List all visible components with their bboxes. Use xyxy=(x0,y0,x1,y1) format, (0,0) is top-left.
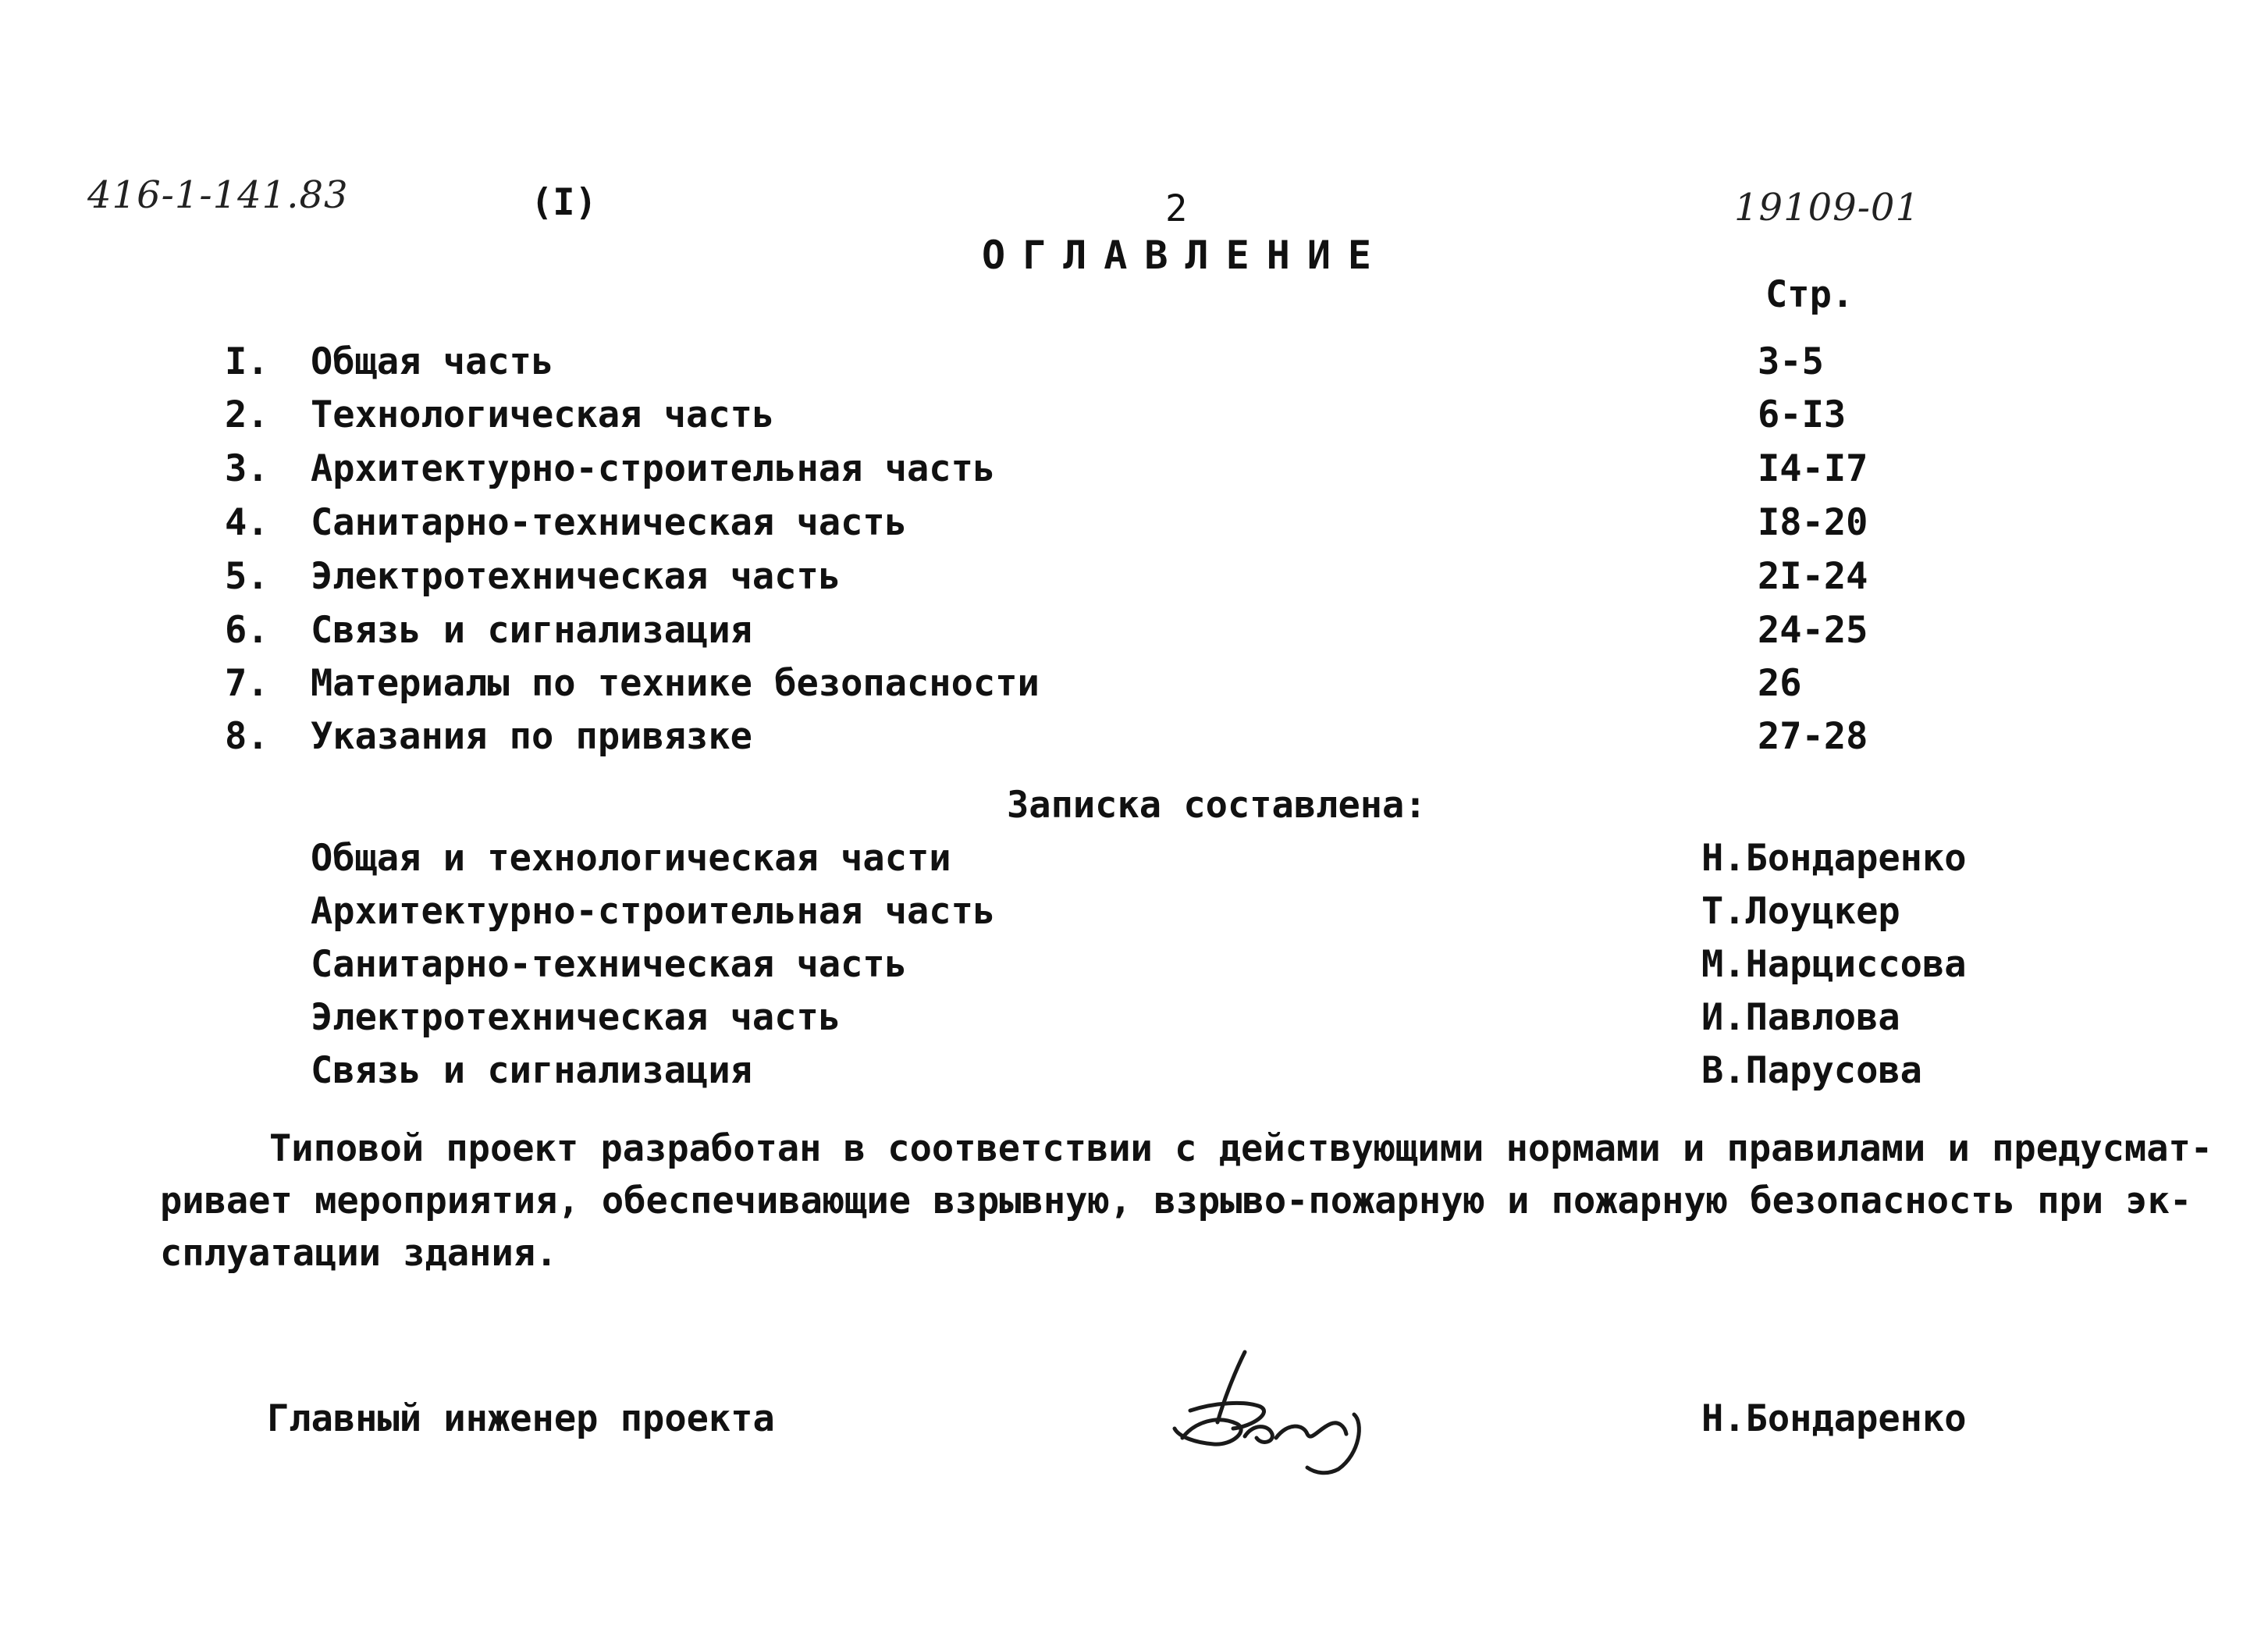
toc-item-number: 4. xyxy=(225,501,269,544)
toc-item-pages: 3-5 xyxy=(1758,340,1824,383)
author-section: Связь и сигнализация xyxy=(311,1049,752,1092)
toc-item-title: Электротехническая часть xyxy=(311,555,841,598)
toc-item-number: 5. xyxy=(225,555,269,598)
author-section: Архитектурно-строительная часть xyxy=(311,890,996,933)
compliance-line: Типовой проект разработан в соответствии с действующими нормами и правилами и предусмат- xyxy=(269,1127,2213,1170)
toc-item-pages: 6-I3 xyxy=(1758,393,1847,436)
author-section: Электротехническая часть xyxy=(311,996,841,1039)
toc-item-pages: 24-25 xyxy=(1758,609,1868,652)
handwritten-signature-icon xyxy=(1159,1336,1378,1477)
author-section: Санитарно-техническая часть xyxy=(311,943,908,986)
compliance-paragraph xyxy=(160,1123,2213,1279)
toc-item-title: Общая часть xyxy=(311,340,554,383)
signoff-name: Н.Бондаренко xyxy=(1701,1397,1967,1440)
compliance-line: сплуатации здания. xyxy=(160,1232,558,1275)
toc-item-number: I. xyxy=(225,340,269,383)
page-title: ОГЛАВЛЕНИЕ xyxy=(982,233,1389,278)
toc-item-pages: I8-20 xyxy=(1758,501,1868,544)
author-name: М.Нарциссова xyxy=(1701,943,1967,986)
toc-item-number: 7. xyxy=(225,662,269,705)
author-name: Т.Лоуцкер xyxy=(1701,890,1900,933)
toc-item-number: 6. xyxy=(225,609,269,652)
toc-item-number: 2. xyxy=(225,393,269,436)
doc-code: 416-1-141.83 xyxy=(87,173,349,217)
author-name: В.Парусова xyxy=(1701,1049,1922,1092)
sheet-code: 19109-01 xyxy=(1734,186,1920,230)
volume-number: (I) xyxy=(531,181,597,224)
toc-item-title: Санитарно-техническая часть xyxy=(311,501,908,544)
toc-item-title: Технологическая часть xyxy=(311,393,775,436)
toc-item-title: Связь и сигнализация xyxy=(311,609,752,652)
toc-item-number: 8. xyxy=(225,715,269,758)
author-section: Общая и технологическая части xyxy=(311,837,951,880)
authors-heading: Записка составлена: xyxy=(1007,784,1427,827)
compliance-line: ривает мероприятия, обеспечивающие взрывную, взрыво-пожарную и пожарную безопасность при эк- xyxy=(160,1180,2192,1222)
toc-item-number: 3. xyxy=(225,447,269,490)
toc-item-title: Архитектурно-строительная часть xyxy=(311,447,996,490)
author-name: Н.Бондаренко xyxy=(1701,837,1967,880)
toc-item-pages: 2I-24 xyxy=(1758,555,1868,598)
signoff-role: Главный инженер проекта xyxy=(267,1397,775,1440)
page-column-label: Стр. xyxy=(1765,273,1854,316)
toc-item-pages: I4-I7 xyxy=(1758,447,1868,490)
toc-item-title: Материалы по технике безопасности xyxy=(311,662,1040,705)
author-name: И.Павлова xyxy=(1701,996,1900,1039)
toc-item-title: Указания по привязке xyxy=(311,715,752,758)
page-number: 2 xyxy=(1165,187,1188,230)
toc-item-pages: 26 xyxy=(1758,662,1802,705)
toc-item-pages: 27-28 xyxy=(1758,715,1868,758)
